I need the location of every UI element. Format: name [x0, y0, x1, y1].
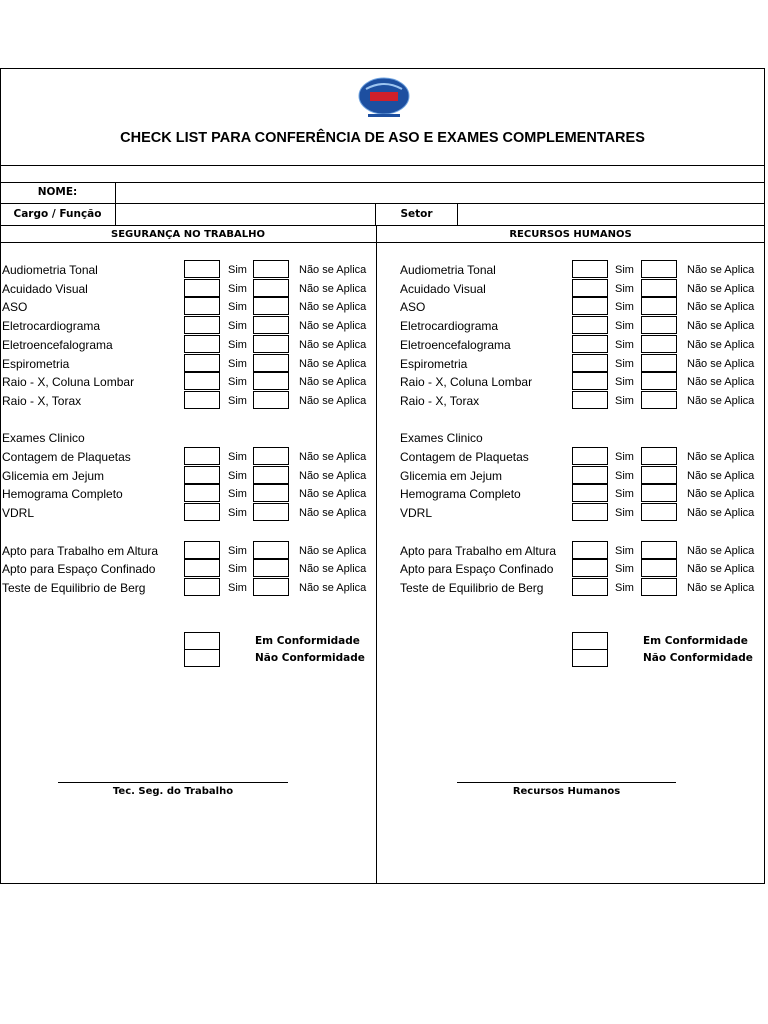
nao-aplica-label: Não se Aplica — [687, 357, 755, 370]
sim-checkbox[interactable] — [572, 484, 608, 502]
sim-label: Sim — [615, 488, 634, 501]
sim-label: Sim — [228, 507, 247, 520]
sim-checkbox[interactable] — [184, 447, 220, 465]
sim-checkbox[interactable] — [184, 372, 220, 390]
em-conformidade-checkbox[interactable] — [572, 632, 608, 650]
sim-label: Sim — [615, 581, 634, 594]
em-conformidade-checkbox[interactable] — [184, 632, 220, 650]
signature-label: Recursos Humanos — [512, 786, 621, 797]
group-heading: Exames Clinico — [400, 431, 483, 446]
sim-checkbox[interactable] — [184, 279, 220, 297]
nao-aplica-label: Não se Aplica — [687, 264, 755, 276]
section-header-seguranca: SEGURANÇA NO TRABALHO — [111, 229, 265, 240]
nao-aplica-label: Não se Aplica — [687, 282, 755, 295]
exam-label: Espirometria — [2, 356, 70, 371]
sim-label: Sim — [615, 394, 634, 407]
nao-aplica-checkbox[interactable] — [253, 559, 289, 577]
nao-conformidade-label: Não Conformidade — [255, 652, 365, 664]
sim-label: Sim — [228, 376, 247, 389]
nao-aplica-label: Não se Aplica — [299, 488, 367, 501]
nome-label: NOME: — [37, 186, 78, 198]
sim-label: Sim — [615, 320, 634, 333]
exam-label: Teste de Equilibrio de Berg — [400, 580, 544, 595]
divider — [0, 225, 765, 226]
sim-checkbox[interactable] — [572, 541, 608, 559]
nao-conformidade-checkbox[interactable] — [184, 649, 220, 667]
exam-label: Apto para Trabalho em Altura — [400, 543, 557, 558]
nao-aplica-label: Não se Aplica — [299, 507, 367, 520]
sim-checkbox[interactable] — [184, 297, 220, 315]
exam-label: Raio - X, Coluna Lombar — [2, 375, 135, 390]
exam-label: Glicemia em Jejum — [400, 468, 503, 483]
sim-checkbox[interactable] — [572, 559, 608, 577]
sim-checkbox[interactable] — [184, 466, 220, 484]
divider — [0, 165, 765, 166]
sim-checkbox[interactable] — [184, 391, 220, 409]
nao-aplica-label: Não se Aplica — [687, 338, 755, 351]
exam-label: Contagem de Plaquetas — [2, 450, 131, 464]
company-logo — [358, 77, 410, 121]
sim-label: Sim — [228, 394, 247, 407]
nao-aplica-checkbox[interactable] — [253, 279, 289, 297]
sim-label: Sim — [228, 563, 247, 576]
exam-label: Apto para Trabalho em Altura — [2, 543, 159, 558]
em-conformidade-label: Em Conformidade — [643, 635, 748, 647]
signature-line — [457, 782, 676, 783]
nao-aplica-checkbox[interactable] — [253, 503, 289, 521]
exam-label: Hemograma Completo — [400, 487, 521, 502]
nao-aplica-label: Não se Aplica — [687, 394, 755, 407]
nao-aplica-checkbox[interactable] — [253, 260, 289, 278]
nao-aplica-checkbox[interactable] — [641, 559, 677, 577]
exam-label: Acuidado Visual — [2, 281, 88, 296]
sim-checkbox[interactable] — [572, 391, 608, 409]
sim-label: Sim — [228, 320, 247, 333]
exam-label: Eletrocardiograma — [2, 319, 101, 334]
sim-checkbox[interactable] — [572, 372, 608, 390]
exam-label: Raio - X, Coluna Lombar — [400, 375, 533, 390]
nao-aplica-label: Não se Aplica — [299, 264, 367, 276]
sim-checkbox[interactable] — [572, 503, 608, 521]
exam-label: ASO — [400, 300, 426, 315]
sim-checkbox[interactable] — [184, 484, 220, 502]
nao-aplica-label: Não se Aplica — [687, 301, 755, 314]
nao-aplica-checkbox[interactable] — [641, 354, 677, 372]
sim-checkbox[interactable] — [572, 316, 608, 334]
nao-aplica-label: Não se Aplica — [299, 338, 367, 351]
exam-label: Eletroencefalograma — [2, 337, 113, 352]
nao-aplica-label: Não se Aplica — [687, 581, 755, 594]
exam-label: Contagem de Plaquetas — [400, 450, 529, 464]
sim-label: Sim — [615, 282, 634, 295]
nao-aplica-label: Não se Aplica — [687, 544, 755, 557]
sim-label: Sim — [228, 301, 247, 314]
nao-aplica-label: Não se Aplica — [299, 376, 367, 389]
nao-aplica-label: Não se Aplica — [299, 301, 367, 314]
sim-label: Sim — [615, 376, 634, 389]
nao-aplica-checkbox[interactable] — [641, 372, 677, 390]
sim-checkbox[interactable] — [572, 447, 608, 465]
nao-aplica-label: Não se Aplica — [299, 469, 367, 482]
nao-aplica-checkbox[interactable] — [253, 297, 289, 315]
sim-checkbox[interactable] — [184, 316, 220, 334]
nao-aplica-label: Não se Aplica — [687, 488, 755, 501]
center-divider — [376, 225, 377, 884]
exam-label: Raio - X, Torax — [2, 393, 82, 408]
nao-aplica-checkbox[interactable] — [641, 297, 677, 315]
nao-aplica-label: Não se Aplica — [299, 394, 367, 407]
nao-aplica-checkbox[interactable] — [641, 260, 677, 278]
exam-label: Glicemia em Jejum — [2, 468, 105, 483]
sim-checkbox[interactable] — [184, 578, 220, 596]
nao-aplica-checkbox[interactable] — [253, 372, 289, 390]
exam-label: Apto para Espaço Confinado — [400, 562, 554, 577]
sim-label: Sim — [615, 301, 634, 314]
nao-aplica-checkbox[interactable] — [253, 447, 289, 465]
nao-conformidade-checkbox[interactable] — [572, 649, 608, 667]
sim-label: Sim — [228, 264, 247, 276]
sim-checkbox[interactable] — [572, 354, 608, 372]
sim-label: Sim — [228, 282, 247, 295]
sim-label: Sim — [615, 469, 634, 482]
exam-label: Audiometria Tonal — [2, 263, 98, 277]
nao-aplica-label: Não se Aplica — [687, 563, 755, 576]
nao-aplica-checkbox[interactable] — [641, 447, 677, 465]
nao-aplica-checkbox[interactable] — [253, 541, 289, 559]
sim-label: Sim — [228, 488, 247, 501]
sim-label: Sim — [228, 451, 247, 463]
exam-label: Eletrocardiograma — [400, 319, 499, 334]
em-conformidade-label: Em Conformidade — [255, 635, 360, 647]
nao-conformidade-label: Não Conformidade — [643, 652, 753, 664]
sim-label: Sim — [228, 469, 247, 482]
sim-checkbox[interactable] — [572, 260, 608, 278]
sim-label: Sim — [228, 544, 247, 557]
cargo-label: Cargo / Função — [13, 208, 102, 220]
sim-label: Sim — [228, 338, 247, 351]
sim-checkbox[interactable] — [184, 260, 220, 278]
signature-line — [58, 782, 288, 783]
nao-aplica-checkbox[interactable] — [641, 279, 677, 297]
sim-checkbox[interactable] — [572, 297, 608, 315]
sim-checkbox[interactable] — [572, 279, 608, 297]
sim-checkbox[interactable] — [184, 335, 220, 353]
exam-label: Audiometria Tonal — [400, 263, 496, 277]
sim-label: Sim — [615, 338, 634, 351]
nao-aplica-label: Não se Aplica — [299, 581, 367, 594]
sim-checkbox[interactable] — [184, 503, 220, 521]
cargo-field[interactable] — [116, 204, 374, 224]
nao-aplica-checkbox[interactable] — [253, 484, 289, 502]
sim-label: Sim — [615, 451, 634, 463]
nao-aplica-checkbox[interactable] — [253, 335, 289, 353]
nao-aplica-checkbox[interactable] — [641, 484, 677, 502]
nao-aplica-label: Não se Aplica — [687, 376, 755, 389]
nao-aplica-checkbox[interactable] — [253, 316, 289, 334]
exam-label: Espirometria — [400, 356, 468, 371]
setor-field[interactable] — [458, 204, 764, 224]
signature-label: Tec. Seg. do Trabalho — [112, 786, 234, 797]
nome-field[interactable] — [116, 183, 764, 202]
exam-label: Apto para Espaço Confinado — [2, 562, 156, 577]
nao-aplica-label: Não se Aplica — [299, 451, 367, 463]
nao-aplica-checkbox[interactable] — [641, 335, 677, 353]
exam-label: Teste de Equilibrio de Berg — [2, 580, 146, 595]
sim-label: Sim — [228, 357, 247, 370]
divider — [0, 242, 765, 243]
nao-aplica-checkbox[interactable] — [641, 578, 677, 596]
sim-checkbox[interactable] — [572, 335, 608, 353]
nao-aplica-checkbox[interactable] — [641, 503, 677, 521]
sim-label: Sim — [615, 563, 634, 576]
page-title: CHECK LIST PARA CONFERÊNCIA DE ASO E EXAMES COMPLEMENTARES — [120, 130, 645, 146]
nao-aplica-label: Não se Aplica — [687, 451, 755, 463]
sim-checkbox[interactable] — [184, 541, 220, 559]
nao-aplica-label: Não se Aplica — [687, 320, 755, 333]
nao-aplica-label: Não se Aplica — [299, 544, 367, 557]
nao-aplica-checkbox[interactable] — [641, 541, 677, 559]
nao-aplica-label: Não se Aplica — [687, 507, 755, 520]
nao-aplica-label: Não se Aplica — [299, 563, 367, 576]
nao-aplica-label: Não se Aplica — [299, 282, 367, 295]
exam-label: Eletroencefalograma — [400, 337, 511, 352]
nao-aplica-checkbox[interactable] — [253, 391, 289, 409]
exam-label: Acuidado Visual — [400, 281, 486, 296]
nao-aplica-checkbox[interactable] — [253, 466, 289, 484]
nao-aplica-checkbox[interactable] — [641, 391, 677, 409]
exam-label: VDRL — [400, 506, 433, 521]
exam-label: Raio - X, Torax — [400, 393, 480, 408]
sim-label: Sim — [615, 264, 634, 276]
exam-label: VDRL — [2, 506, 35, 521]
sim-checkbox[interactable] — [184, 559, 220, 577]
nao-aplica-label: Não se Aplica — [299, 320, 367, 333]
nao-aplica-checkbox[interactable] — [641, 466, 677, 484]
nao-aplica-checkbox[interactable] — [253, 354, 289, 372]
group-heading: Exames Clinico — [2, 431, 85, 446]
setor-label: Setor — [400, 208, 433, 220]
sim-label: Sim — [615, 357, 634, 370]
nao-aplica-label: Não se Aplica — [299, 357, 367, 370]
sim-label: Sim — [615, 544, 634, 557]
exam-label: Hemograma Completo — [2, 487, 123, 502]
exam-label: ASO — [2, 300, 28, 315]
sim-label: Sim — [615, 507, 634, 520]
nao-aplica-checkbox[interactable] — [253, 578, 289, 596]
nao-aplica-label: Não se Aplica — [687, 469, 755, 482]
sim-checkbox[interactable] — [572, 578, 608, 596]
nao-aplica-checkbox[interactable] — [641, 316, 677, 334]
section-header-rh: RECURSOS HUMANOS — [509, 229, 632, 240]
sim-label: Sim — [228, 581, 247, 594]
sim-checkbox[interactable] — [572, 466, 608, 484]
sim-checkbox[interactable] — [184, 354, 220, 372]
